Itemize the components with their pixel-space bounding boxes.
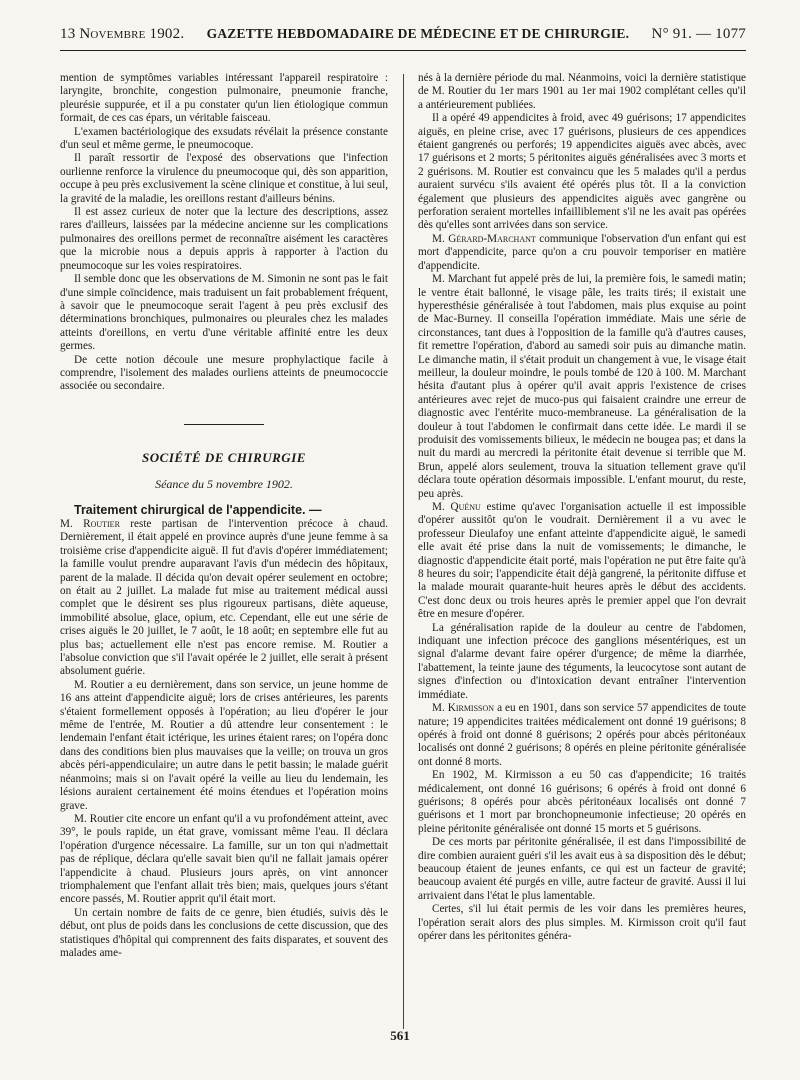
paragraph: L'examen bactériologique des exsudats révélait la présence constante d'un seul et même germe, le pneumocoque. [60, 125, 388, 152]
article-heading [60, 504, 388, 518]
paragraph: Il a opéré 49 appendicites à froid, avec 49 guérisons; 17 appendicites aiguës, en pleine crise, avec 17 guérisons, plusieurs de ces appendices étaient gangrenés ou perforés; 19 appendicites aiguës avec abcès, avec 17 guérisons et 2 morts; 5 péritonites aiguës généralisées avec 3 morts et 2 guérisons. M. Routier est convaincu que les 5 malades qu'il a perdus auraient survécu s'ils avaient été opérés plus tôt. Il a la conviction également que plusieurs des appendicites aiguës avec gangrène ou perforation seraient mortelles infailliblement s'il ne les avait pas opérées dès qu'elles sont arrivées dans son service. [418, 112, 746, 232]
session-date: Séance du 5 novembre 1902. [155, 477, 293, 492]
running-head [60, 26, 746, 48]
paragraph: La généralisation rapide de la douleur au centre de l'abdomen, indiquant une infection précoce des ganglions mésentériques, est un signal d'alarme devant faire opérer d'urgence; de même la diarrhée, l'abattement, la teinte jaune des téguments, la leucocytose sont autant de signes d'infection ou d'intoxication devant entraîner l'intervention immédiate. [418, 621, 746, 701]
article-title: Traitement chirurgical de l'appendicite. — [74, 502, 322, 517]
text-columns [60, 72, 746, 1032]
paragraph: Il est assez curieux de noter que la lecture des descriptions, assez rares d'ailleurs, laissées par la médecine ancienne sur les complications pulmonaires des oreillons permet de reconnaître aisément les caractères que la microbie nous a depuis appris à rapporter à l'action du pneumocoque sur les voies respiratoires. [60, 206, 388, 272]
paragraph: De ces morts par péritonite généralisée, il est dans l'impossibilité de dire combien auraient guéri s'il les avait eus à sa disposition dès le début; beaucoup étaient de jeunes enfants, ce qui est un facteur de gravité; beaucoup avaient été purgés en ville, autre facteur de gravité. Aussi il lui arrivaient dans l'état le plus lamentable. [418, 836, 746, 902]
issue-date: 13 Novembre 1902. [60, 26, 185, 42]
page-number: 561 [390, 1028, 410, 1043]
paragraph-text: a eu en 1901, dans son service 57 appendicites de toute nature; 19 appendicites traitées médicalement ont donné 19 guérisons; 8 opérés à froid ont donné 8 guérisons; 2 opérés pour abcès péritonéaux localisés ont donné 2 guérisons; 8 opérés en pleine péritonite généralisée ont donné 8 morts. [418, 702, 746, 768]
paragraph: De cette notion découle une mesure prophylactique facile à comprendre, l'isolement des malades ourliens atteints de pneumococcie associée ou secondaire. [60, 353, 388, 393]
right-column [418, 72, 746, 1032]
author-name: M. Quénu [432, 501, 481, 513]
paragraph: M. Routier cite encore un enfant qu'il a vu profondément atteint, avec 39°, le pouls rapide, un état grave, vomissant même l'eau. Il déclara l'opération d'urgence nécessaire. La famille, sur un ton qui n'admettait pas de réplique, déclara qu'elle savait bien qu'il ne fallait jamais opérer l'appendicite à chaud. Plusieurs jours après, on vint annoncer triomphalement que l'enfant allait très bien; mais, quelques jours s'étant encore passés, M. Routier apprit qu'il était mort. [60, 812, 388, 906]
page [60, 26, 746, 959]
paragraph: M. Marchant fut appelé près de lui, la première fois, le samedi matin; le ventre était ballonné, le visage pâle, les traits tirés; il existait une hyperesthésie généralisée à tout l'abdomen, mais plus exquise au point de Mac-Burney. Il conseilla l'opération immédiate. Mais une série de circonstances, tant dues à l'opposition de la famille qu'à d'autres causes, fit remettre l'opération, d'abord au samedi soir puis au dimanche matin. Le dimanche matin, il s'était produit un changement à vue, le visage était meilleur, la douleur moindre, le pouls tombé de 120 à 100. M. Marchant hésita d'autant plus à opérer qu'il avait appris l'existence de crises antérieures avec rejet de muco-pus qui faisaient craindre une erreur de diagnostic avec l'entérite muco-membraneuse. La généralisation de la douleur à tout l'abdomen le confirmait dans cette idée. Le mardi il se produisit des vomissements bilieux, le médecin ne bougea pas; et dans la nuit du mardi au mercredi la péritonite était devenue si terrible que M. Brun, appelé alors seulement, trouva la situation tellement grave qu'il déclara toute opération désormais impossible. L'enfant mourut, du reste, peu après. [418, 273, 746, 500]
paragraph [418, 233, 746, 273]
paragraph-text: reste partisan de l'intervention précoce à chaud. Dernièrement, il était appelé en province auprès d'une jeune femme à sa troisième crise d'appendicite aiguë. Il fut d'avis d'opérer immédiatement; la famille voulut prendre auparavant l'avis d'un médecin des hôpitaux, parent de la malade. Il décida qu'on devait opérer seulement en octobre; on était au 2 juillet. La malade fut mise au traitement médical aussi complet que le désirent ses plus rigoureux partisans, diète aqueuse, immobilité absolue, glace, opium, etc. Cependant, elle eut une série de crises aiguës le 20 juillet, le 7 août, le 18 août; en septembre elle fut au plus bas; actuellement elle n'est pas encore remise. M. Routier a l'absolue conviction que s'il l'avait opérée le 2 juillet, elle serait à présent absolument guérie. [60, 517, 388, 678]
paragraph [60, 518, 388, 679]
author-name: M. Routier [60, 517, 120, 530]
paragraph: mention de symptômes variables intéressant l'appareil respiratoire : laryngite, bronchite, congestion pulmonaire, pneumonie franche, pleurésie suppurée, et il a pu constater qu'un lien étiologique commun formait, de ces cas épars, un véritable faisceau. [60, 72, 388, 125]
paragraph-text: estime qu'avec l'organisation actuelle il est impossible d'opérer aussitôt qu'on le voudrait. Dernièrement il a vu avec le professeur Dieulafoy une enfant atteinte d'appendicite aiguë, le samedi elle avait été prise dans la nuit de vomissements; le dimanche, le diagnostic d'appendicite était porté, mais l'opération ne put être faite qu'à 8 heures du soir; l'appendicite était déjà gangrené, la péritonite diffuse et la malade mourait quarante-huit heures après le début des accidents. C'est donc deux ou trois heures après le premier appel que l'on devrait être en mesure d'opérer. [418, 501, 746, 621]
paragraph: Il paraît ressortir de l'exposé des observations que l'infection ourlienne renforce la virulence du pneumocoque qui, dès son apparition, occupe à peu près exclusivement la scène clinique et constitue, à lui seul, la gravité de la maladie, les oreillons restant d'ailleurs bénins. [60, 152, 388, 205]
left-column [60, 72, 388, 1032]
journal-title: GAZETTE HEBDOMADAIRE DE MÉDECINE ET DE CHIRURGIE. [206, 26, 630, 41]
paragraph [418, 501, 746, 622]
paragraph: M. Routier a eu dernièrement, dans son service, un jeune homme de 16 ans atteint d'appendicite aiguë; lors de crises antérieures, les parents s'étaient formellement opposés à l'opération; au lieu d'opérer le jour même de l'entrée, M. Routier a dû attendre leur consentement : le lendemain l'enfant était ictérique, les urines étaient rares; on l'opéra donc dans des conditions bien plus mauvaises que la veille; on trouva un gros abcès péri-appendiculaire; un autre dans le petit bassin; le malade guérit néanmoins; mais si on l'avait opéré la veille au lieu du lendemain, les lésions auraient certainement été moins étendues et l'opération moins grave. [60, 678, 388, 812]
section-title: SOCIÉTÉ DE CHIRURGIE [142, 449, 306, 465]
paragraph: nés à la dernière période du mal. Néanmoins, voici la dernière statistique de M. Routier du 1er mars 1901 au 1er mai 1902 complétant celles qu'il a antérieurement publiées. [418, 72, 746, 111]
issue-number: N° 91. — 1077 [651, 26, 746, 42]
paragraph: Il semble donc que les observations de M. Simonin ne sont pas le fait d'une simple coïncidence, mais traduisent un fait probablement fréquent, à savoir que le pneumocoque serait l'agent à peu près exclusif des déterminations bronchiques, pulmonaires ou pleurales chez les malades atteints d'oreillons, en vertu d'une véritable affinité entre les deux germes. [60, 273, 388, 353]
section-rule [184, 424, 264, 425]
paragraph: En 1902, M. Kirmisson a eu 50 cas d'appendicite; 16 traités médicalement, ont donné 16 guérisons; 6 opérés à froid ont donné 6 guérisons; 8 opérés pour abcès péritonéaux localisés ont donné 7 guérisons et 1 mort par bronchopneumonie infectieuse; 20 opérés en pleine péritonite généralisée ont donné 15 morts et 5 guérisons. [418, 769, 746, 835]
paragraph: Certes, s'il lui était permis de les voir dans les premières heures, l'opération serait alors des plus simples. M. Kirmisson croit qu'il faut opérer dans les péritonites généra- [418, 903, 746, 942]
paragraph-text: communique l'observation d'un enfant qui est mort d'appendicite, parce qu'on a cru pouvoir temporiser en matière d'appendicite. [418, 232, 746, 272]
column-divider [403, 74, 404, 1029]
header-rule [60, 50, 746, 51]
author-name: M. Gérard-Marchant [432, 232, 536, 245]
paragraph [418, 702, 746, 769]
paragraph: Un certain nombre de faits de ce genre, bien étudiés, suivis dès le début, ont plus de poids dans les conclusions de cette discussion, que des statistiques d'hôpital qui comprennent des faits disparates, et souvent des malades ame- [60, 906, 388, 959]
author-name: M. Kirmisson [432, 702, 495, 715]
